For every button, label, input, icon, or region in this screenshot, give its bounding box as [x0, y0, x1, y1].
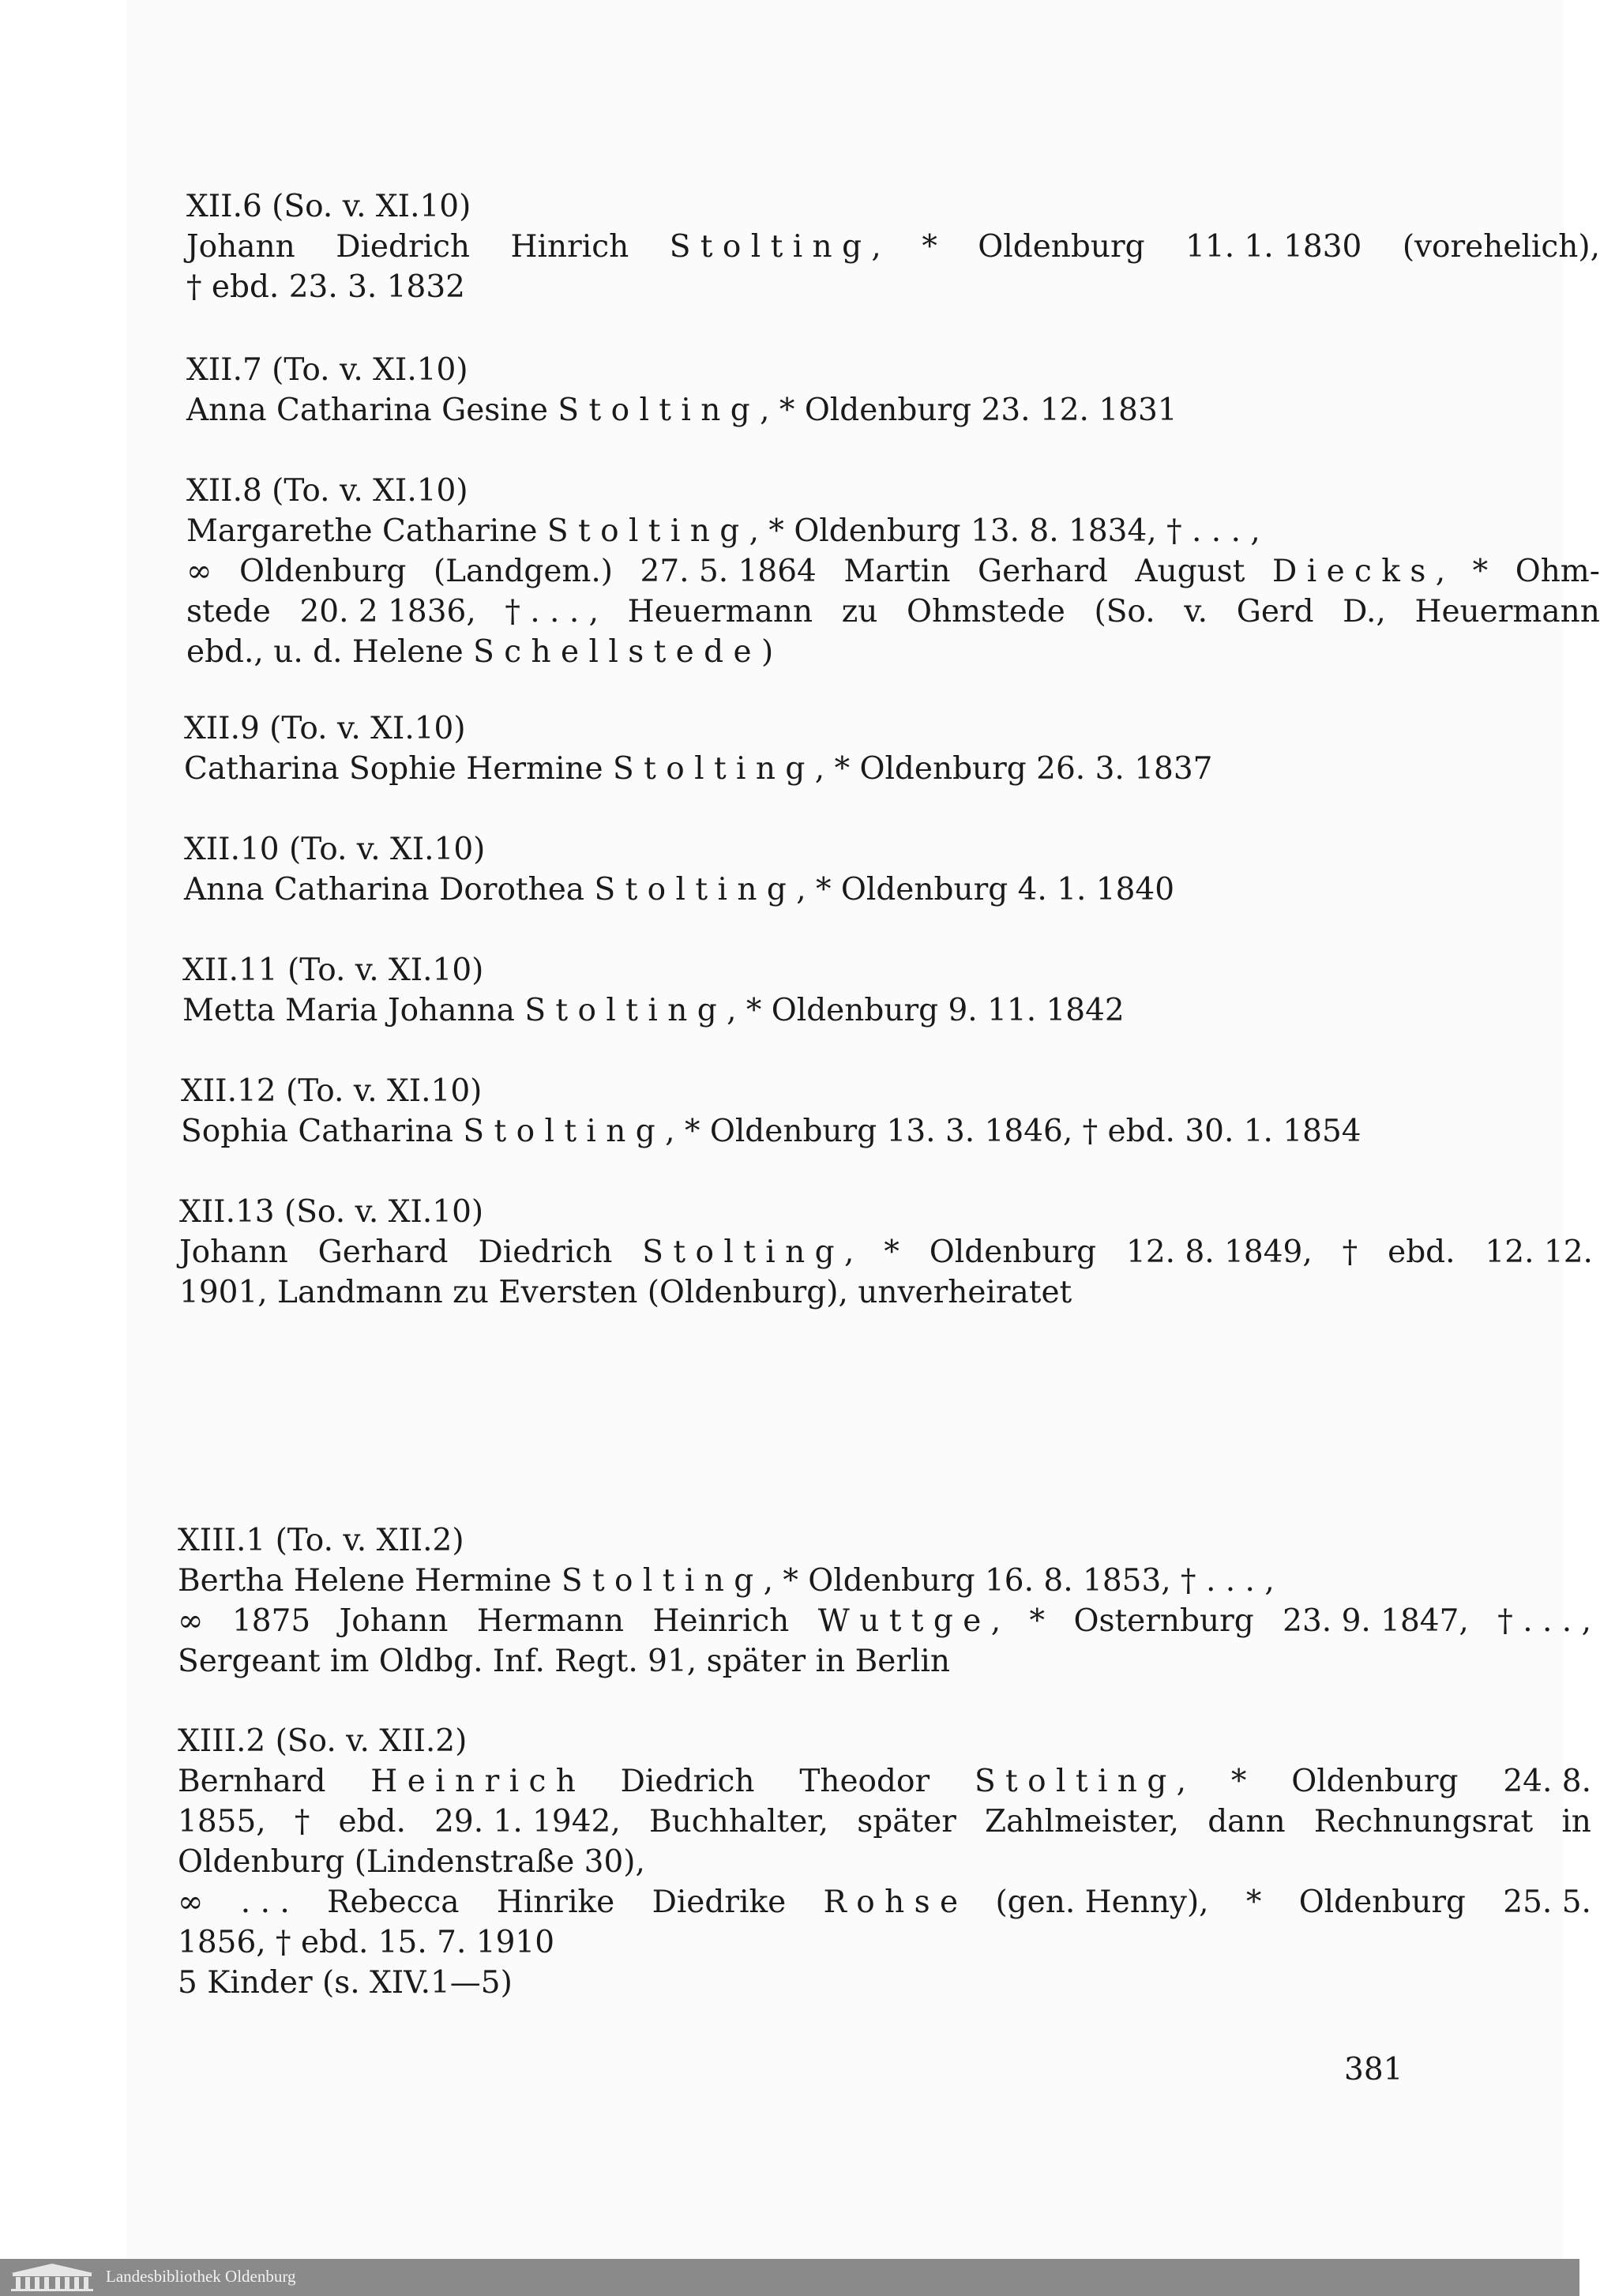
text-segment: Bernhard — [178, 1764, 326, 1799]
text-segment: Buchhalter, — [648, 1804, 829, 1839]
text-segment: Zahlmeister, — [985, 1804, 1180, 1839]
text-segment: dann — [1208, 1804, 1286, 1839]
entry-text-line — [178, 1761, 1591, 1802]
text-segment: . . . — [240, 1885, 290, 1920]
entry-heading: XII.13 (So. v. XI.10) — [179, 1194, 484, 1230]
text-segment: Oldenburg — [239, 554, 407, 589]
entry-text-line — [186, 592, 1600, 632]
text-segment: (So. — [1094, 594, 1155, 629]
entry-text-line — [186, 390, 1600, 430]
text-segment: ∞ — [186, 554, 212, 589]
text-segment: Diedrich — [336, 229, 471, 265]
text-segment: 29. 1. 1942, — [434, 1804, 621, 1839]
text-segment: ebd. — [1388, 1234, 1455, 1270]
text-segment: 5 Kinder (s. XIV.1—5) — [178, 1965, 513, 2001]
entry-text-line — [186, 511, 1600, 551]
text-segment: Ohmstede — [906, 594, 1065, 629]
entry-text-line — [179, 1272, 1593, 1313]
entry-text-line — [184, 870, 1598, 910]
text-segment: 25. 5. — [1503, 1885, 1591, 1920]
text-segment: Rebecca — [327, 1885, 460, 1920]
text-segment: Rechnungsrat — [1313, 1804, 1534, 1839]
entry-text-line — [178, 1802, 1591, 1842]
text-segment: Gerhard — [978, 554, 1108, 589]
text-segment: Hinrich — [510, 229, 629, 265]
text-segment: 11. 1. 1830 — [1185, 229, 1362, 265]
entry-heading: XIII.2 (So. v. XII.2) — [178, 1723, 468, 1759]
text-segment: Diedrich — [478, 1234, 613, 1270]
text-segment: Oldenburg — [978, 229, 1145, 265]
entry-text-line — [186, 551, 1600, 592]
text-segment: R o h s e — [823, 1885, 959, 1920]
text-segment: Margarethe Catharine S t o l t i n g , * Oldenburg 13. 8. 1834, † . . . , — [186, 513, 1260, 549]
entry-text-line — [186, 227, 1600, 267]
entry-heading: XII.8 (To. v. XI.10) — [186, 473, 468, 509]
text-segment: S t o l t i n g , — [642, 1234, 854, 1270]
text-segment: † . . . , — [505, 594, 599, 629]
text-segment: Theodor — [799, 1764, 930, 1799]
text-segment: W u t t g e , — [817, 1603, 1001, 1639]
text-segment: Diedrich — [620, 1764, 755, 1799]
entry-text-line — [186, 632, 1600, 672]
entry-text-line — [178, 1842, 1591, 1882]
footer-library-name: Landesbibliothek Oldenburg — [106, 2267, 296, 2286]
text-segment: * — [1245, 1885, 1262, 1920]
text-segment: Gerhard — [317, 1234, 449, 1270]
text-segment: Hermann — [476, 1603, 625, 1639]
entry-text-line — [184, 749, 1598, 789]
text-segment: Johann — [186, 229, 295, 265]
text-segment: (Landgem.) — [433, 554, 613, 589]
text-segment: 1856, † ebd. 15. 7. 1910 — [178, 1925, 555, 1960]
text-segment: Metta Maria Johanna S t o l t i n g , * Oldenburg 9. 11. 1842 — [182, 993, 1125, 1028]
text-segment: Oldenburg (Lindenstraße 30), — [178, 1844, 645, 1880]
text-segment: Martin — [843, 554, 951, 589]
text-segment: 12. 12. — [1485, 1234, 1593, 1270]
text-segment: † — [1342, 1234, 1358, 1270]
text-segment: H e i n r i c h — [370, 1764, 576, 1799]
text-segment: Johann — [339, 1603, 449, 1639]
entry-text-line — [178, 1641, 1591, 1682]
text-segment: * — [1230, 1764, 1247, 1799]
text-segment: in — [1561, 1804, 1591, 1839]
text-segment: Oldenburg — [1298, 1885, 1466, 1920]
text-segment: Ohm- — [1515, 554, 1600, 589]
entry-heading: XII.9 (To. v. XI.10) — [184, 711, 466, 746]
text-segment: (vorehelich), — [1402, 229, 1600, 265]
text-segment: Heuermann — [627, 594, 813, 629]
text-segment: † — [294, 1804, 310, 1839]
text-segment: Bertha Helene Hermine S t o l t i n g , * Oldenburg 16. 8. 1853, † . . . , — [178, 1563, 1275, 1599]
entry-text-line — [178, 1601, 1591, 1641]
text-segment: * — [1472, 554, 1489, 589]
entry-text-line — [179, 1232, 1593, 1272]
text-segment: Heinrich — [652, 1603, 790, 1639]
text-segment: 1875 — [231, 1603, 311, 1639]
text-segment: † . . . , — [1497, 1603, 1591, 1639]
entry-text-line — [186, 267, 1600, 307]
text-segment: Anna Catharina Gesine S t o l t i n g , * Oldenburg 23. 12. 1831 — [186, 393, 1177, 428]
text-segment: 20. 2 1836, — [299, 594, 476, 629]
text-segment: Osternburg — [1073, 1603, 1254, 1639]
text-segment: S t o l t i n g , — [669, 229, 881, 265]
text-segment: S t o l t i n g , — [974, 1764, 1187, 1799]
text-segment: 23. 9. 1847, — [1283, 1603, 1469, 1639]
text-segment: v. — [1184, 594, 1208, 629]
text-segment: zu — [841, 594, 878, 629]
text-segment: D i e c k s , — [1272, 554, 1446, 589]
text-segment: † ebd. 23. 3. 1832 — [186, 269, 465, 305]
entry-heading: XIII.1 (To. v. XII.2) — [178, 1523, 464, 1558]
footer-bar — [0, 2259, 1579, 2296]
text-segment: stede — [186, 594, 271, 629]
text-segment: 1855, — [178, 1804, 266, 1839]
text-segment: * — [922, 229, 937, 265]
text-segment: * — [884, 1234, 900, 1270]
text-segment: Sophia Catharina S t o l t i n g , * Oldenburg 13. 3. 1846, † ebd. 30. 1. 1854 — [181, 1114, 1362, 1149]
text-segment: ebd., u. d. Helene S c h e l l s t e d e ) — [186, 634, 774, 670]
text-segment: Heuermann — [1414, 594, 1600, 629]
entry-text-line — [182, 990, 1596, 1031]
entry-heading: XII.11 (To. v. XI.10) — [182, 953, 484, 988]
entry-text-line — [181, 1111, 1594, 1152]
text-segment: Oldenburg — [929, 1234, 1097, 1270]
text-segment: 1901, Landmann zu Eversten (Oldenburg), unverheiratet — [179, 1275, 1072, 1310]
text-segment: 27. 5. 1864 — [640, 554, 817, 589]
text-segment: 12. 8. 1849, — [1126, 1234, 1313, 1270]
entry-heading: XII.6 (So. v. XI.10) — [186, 189, 471, 224]
text-segment: Gerd — [1236, 594, 1314, 629]
text-segment: Diedrike — [652, 1885, 787, 1920]
text-segment: Catharina Sophie Hermine S t o l t i n g , * Oldenburg 26. 3. 1837 — [184, 751, 1213, 787]
entry-text-line — [178, 1963, 1591, 2003]
text-segment: Sergeant im Oldbg. Inf. Regt. 91, später in Berlin — [178, 1644, 951, 1679]
text-segment: ∞ — [178, 1603, 204, 1639]
entry-text-line — [178, 1882, 1591, 1922]
text-segment: Hinrike — [496, 1885, 615, 1920]
text-segment: später — [857, 1804, 956, 1839]
text-segment: Oldenburg — [1291, 1764, 1459, 1799]
entry-heading: XII.10 (To. v. XI.10) — [184, 832, 486, 867]
text-segment: Johann — [179, 1234, 288, 1270]
entry-heading: XII.7 (To. v. XI.10) — [186, 352, 468, 388]
text-segment: ebd. — [338, 1804, 406, 1839]
text-segment: 24. 8. — [1503, 1764, 1591, 1799]
library-building-icon — [8, 2262, 96, 2292]
entry-text-line — [178, 1922, 1591, 1963]
text-segment: Anna Catharina Dorothea S t o l t i n g , * Oldenburg 4. 1. 1840 — [184, 872, 1175, 908]
text-segment: (gen. Henny), — [995, 1885, 1209, 1920]
text-segment: D., — [1343, 594, 1386, 629]
page-number: 381 — [1344, 2052, 1403, 2087]
text-segment: ∞ — [178, 1885, 204, 1920]
entry-heading: XII.12 (To. v. XI.10) — [181, 1073, 483, 1109]
text-segment: * — [1029, 1603, 1046, 1639]
text-segment: August — [1135, 554, 1245, 589]
entry-text-line — [178, 1561, 1591, 1601]
